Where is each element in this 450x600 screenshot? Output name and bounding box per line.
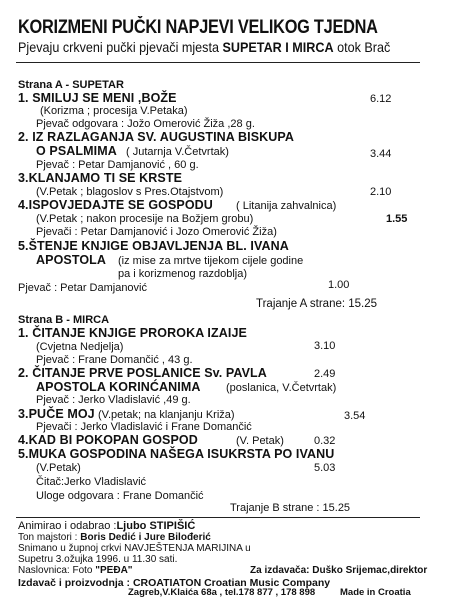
- side-a-track-2-singer: Pjevač : Petar Damjanović , 60 g.: [36, 159, 199, 171]
- side-a-track-5-singer: Pjevač : Petar Damjanović: [18, 282, 147, 294]
- side-a-track-5-title: 5.ŠTENJE KNJIGE OBJAVLJENJA BL. IVANA: [18, 239, 289, 253]
- side-a-track-4-note: ( Litanija zahvalnica): [236, 200, 337, 212]
- side-a-track-2-time: 3.44: [370, 148, 392, 160]
- credit-recorded-1: Snimano u župnoj crkvi NAVJEŠTENJA MARIJINA u: [18, 543, 251, 554]
- publisher-address: Zagreb,V.Klaića 68a , tel.178 877 , 178 898: [128, 587, 316, 598]
- side-b-track-4-note: (V. Petak): [236, 435, 284, 447]
- side-a-track-5-time: 1.00: [328, 279, 350, 291]
- side-b-track-1-note: (Cvjetna Nedjelja): [36, 341, 124, 353]
- side-b-track-2-time: 2.49: [314, 368, 336, 380]
- side-a-track-4-time: 1.55: [386, 213, 408, 225]
- credit-animated: [18, 521, 195, 532]
- side-a-track-5-note-2: pa i korizmenog razdoblja): [118, 268, 248, 280]
- side-b-track-5-title: 5.MUKA GOSPODINA NAŠEGA ISUKRSTA PO IVANU: [18, 447, 335, 461]
- side-a-track-5-title-cont: APOSTOLA: [36, 253, 107, 267]
- side-b-track-5-roles: Uloge odgovara : Frane Domančić: [36, 490, 204, 502]
- side-b-track-1-title: 1. ČITANJE KNJIGE PROROKA IZAIJE: [18, 326, 247, 340]
- side-a-track-3-note: (V.Petak ; blagoslov s Pres.Otajstvom): [36, 186, 224, 198]
- side-a-track-4-singers: Pjevači : Petar Damjanović i Jozo Omerović Žiža): [36, 226, 277, 238]
- side-b-track-3-note: (V.petak; na klanjanju Križa): [98, 409, 235, 421]
- side-b-track-4-time: 0.32: [314, 435, 336, 447]
- side-b-track-3-singers: Pjevači : Jerko Vladislavić i Frane Domančić: [36, 421, 252, 433]
- credit-animated-name: Ljubo STIPIŠIĆ: [116, 520, 196, 532]
- side-a-track-3-time: 2.10: [370, 186, 392, 198]
- credit-ton-label: Ton majstori :: [18, 532, 81, 543]
- side-b-track-4-title: 4.KAD BI POKOPAN GOSPOD: [18, 433, 198, 447]
- side-a-track-1-title: 1. SMILUJ SE MENI ,BOŽE: [18, 91, 177, 105]
- side-a-duration: Trajanje A strane: 15.25: [256, 298, 378, 310]
- side-b-track-5-reader: Čitač:Jerko Vladislavić: [36, 476, 147, 488]
- for-publisher: Za izdavača: Duško Srijemac,direktor: [250, 565, 428, 576]
- subtitle-places: SUPETAR I MIRCA: [222, 39, 334, 55]
- side-b-track-3-time: 3.54: [344, 410, 366, 422]
- side-b-track-2-note: (poslanica, V.Četvrtak): [226, 382, 337, 394]
- side-b-track-2-singer: Pjevač : Jerko Vladislavić ,49 g.: [36, 394, 191, 406]
- subtitle-suffix: otok Brač: [333, 39, 391, 55]
- side-a-track-2-title: 2. IZ RAZLAGANJA SV. AUGUSTINA BISKUPA: [18, 130, 295, 144]
- credit-ton-names: Boris Dedić i Jure Bilođerić: [80, 532, 211, 543]
- side-b-duration: Trajanje B strane : 15.25: [230, 502, 351, 514]
- credit-recorded-2: Supetru 3.ožujka 1996. u 11.30 sati.: [18, 554, 178, 565]
- side-a-track-1-time: 6.12: [370, 93, 392, 105]
- side-a-track-3-title: 3.KLANJAMO TI SE KRSTE: [18, 171, 183, 185]
- side-b-track-2-title-cont: APOSTOLA KORINĆANIMA: [36, 380, 201, 394]
- side-b-heading: Strana B - MIRCA: [18, 314, 110, 326]
- credit-animated-label: Animirao i odabrao :: [18, 520, 117, 532]
- side-a-track-4-title: 4.ISPOVJEDAJTE SE GOSPODU: [18, 198, 213, 212]
- side-a-track-4-note-2: (V.Petak ; nakon procesije na Božjem grobu): [36, 213, 254, 225]
- divider-top: [16, 62, 420, 63]
- side-b-track-1-singer: Pjevač : Frane Domančić , 43 g.: [36, 354, 193, 366]
- credit-photo: [18, 566, 133, 576]
- side-b-track-3-title: 3.PUČE MOJ: [18, 407, 95, 421]
- divider-bottom: [16, 517, 420, 518]
- side-a-track-2-note: ( Jutarnja V.Četvrtak): [126, 146, 229, 158]
- credit-photo-name: "PEĐA": [95, 565, 133, 576]
- made-in-croatia: Made in Croatia: [340, 587, 411, 598]
- side-a-track-1-note: (Korizma ; procesija V.Petaka): [40, 105, 188, 117]
- credit-ton: [18, 533, 211, 543]
- side-a-track-1-singer: Pjevač odgovara : Jožo Omerović Žiža ,28 g.: [36, 118, 255, 130]
- side-a-track-5-note: (iz mise za mrtve tijekom cijele godine: [118, 255, 304, 267]
- side-b-track-5-note: (V.Petak): [36, 462, 81, 474]
- side-a-track-2-title-cont: O PSALMIMA: [36, 144, 117, 158]
- side-a-heading: Strana A - SUPETAR: [18, 79, 124, 91]
- side-b-track-2-title: 2. ČITANJE PRVE POSLANICE Sv. PAVLA: [18, 366, 267, 380]
- subtitle-prefix: Pjevaju crkveni pučki pjevači mjesta: [18, 39, 223, 55]
- publisher-line: Izdavač i proizvodnja : CROATIATON Croatian Music Company: [18, 577, 331, 589]
- side-b-track-1-time: 3.10: [314, 340, 336, 352]
- credit-photo-label: Naslovnica: Foto: [18, 565, 96, 576]
- page-title: KORIZMENI PUČKI NAPJEVI VELIKOG TJEDNA: [18, 17, 378, 38]
- side-b-track-5-time: 5.03: [314, 462, 336, 474]
- page-subtitle: [18, 40, 390, 54]
